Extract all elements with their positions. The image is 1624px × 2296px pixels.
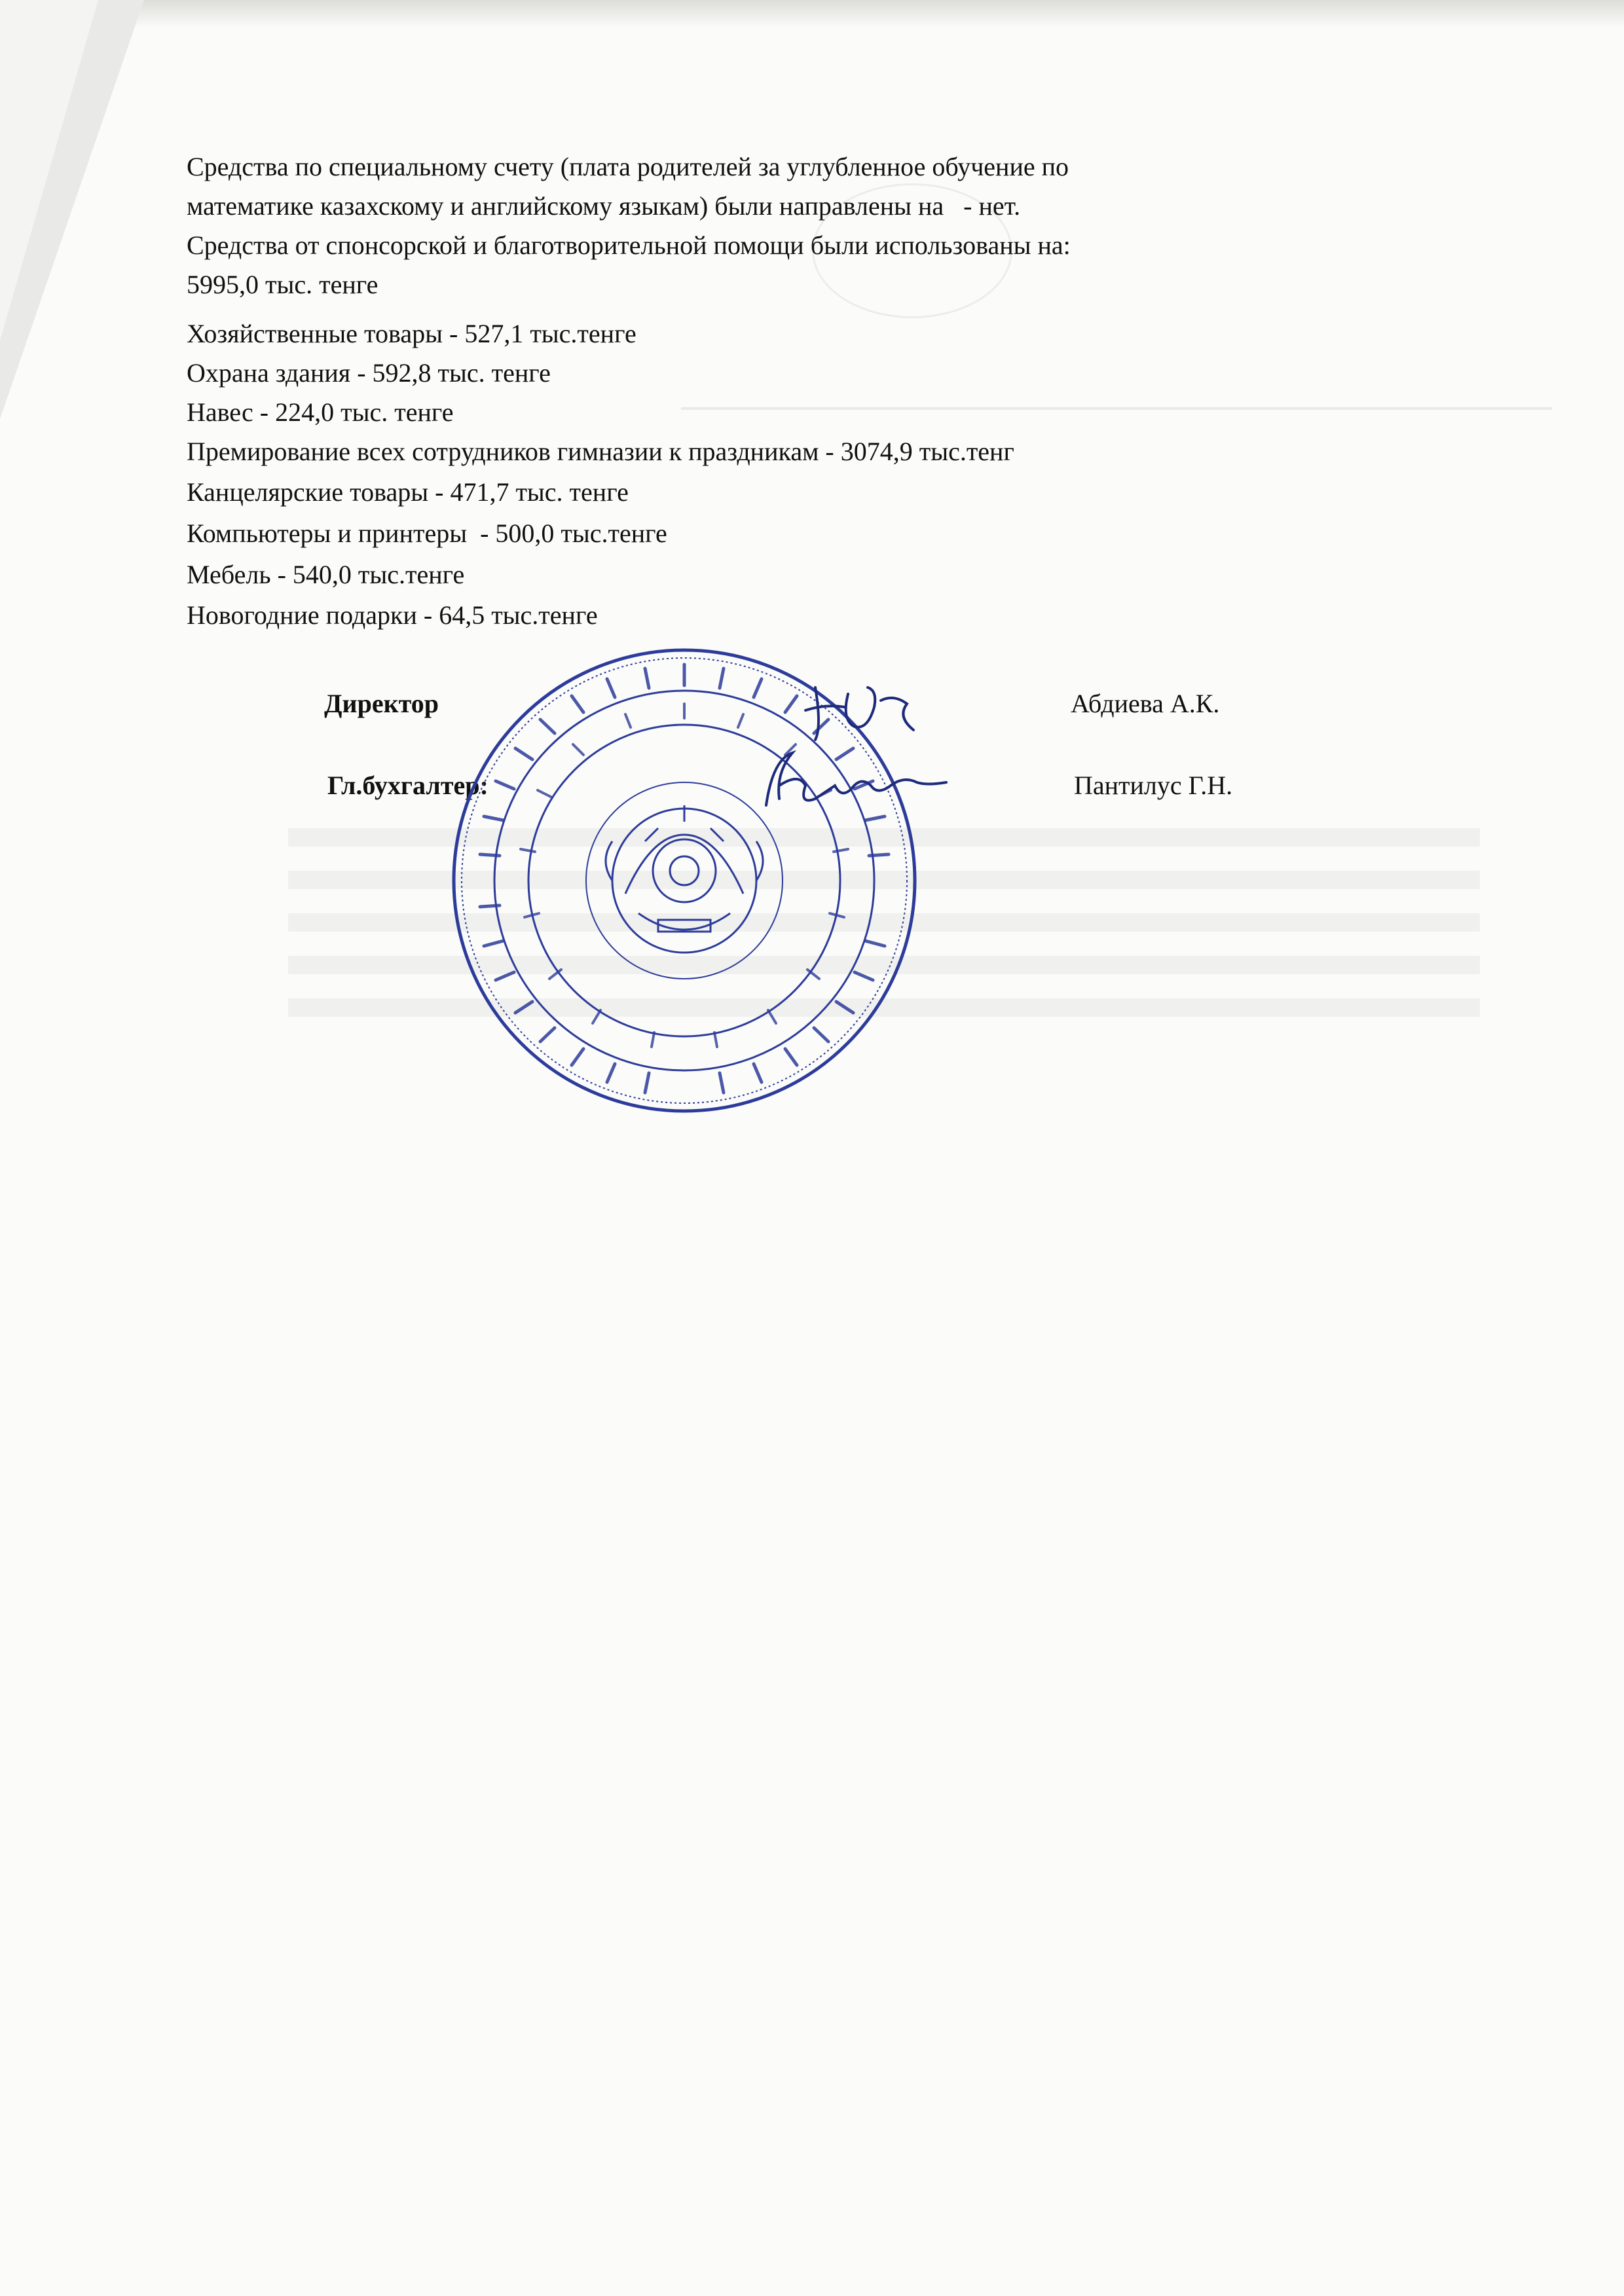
- accountant-title: Гл.бухгалтер:: [327, 771, 489, 800]
- text-line: Средства от спонсорской и благотворительной помощи были использованы на:: [187, 230, 1071, 260]
- director-signature: [802, 674, 933, 746]
- accountant-name: Пантилус Г.Н.: [1074, 771, 1233, 800]
- accountant-signature: [756, 746, 953, 825]
- text-line: Навес - 224,0 тыс. тенге: [187, 397, 454, 427]
- director-name: Абдиева А.К.: [1071, 689, 1220, 718]
- director-title: Директор: [324, 689, 439, 718]
- text-line: Охрана здания - 592,8 тыс. тенге: [187, 358, 551, 388]
- text-line: математике казахскому и английскому языкам) были направлены на - нет.: [187, 191, 1021, 221]
- text-line: Хозяйственные товары - 527,1 тыс.тенге: [187, 319, 637, 348]
- text-line: 5995,0 тыс. тенге: [187, 270, 378, 299]
- text-line: Канцелярские товары - 471,7 тыс. тенге: [187, 477, 629, 507]
- scan-shadow: [0, 0, 1624, 27]
- folded-corner-inner: [0, 0, 98, 340]
- text-line: Средства по специальному счету (плата родителей за углубленное обучение по: [187, 152, 1069, 181]
- text-line: Новогодние подарки - 64,5 тыс.тенге: [187, 600, 598, 630]
- text-line: Премирование всех сотрудников гимназии к праздникам - 3074,9 тыс.тенг: [187, 437, 1014, 466]
- text-line: Мебель - 540,0 тыс.тенге: [187, 560, 465, 589]
- text-line: Компьютеры и принтеры - 500,0 тыс.тенге: [187, 519, 667, 548]
- bleed-through-rule: [681, 407, 1552, 410]
- emblem-icon: [606, 805, 763, 953]
